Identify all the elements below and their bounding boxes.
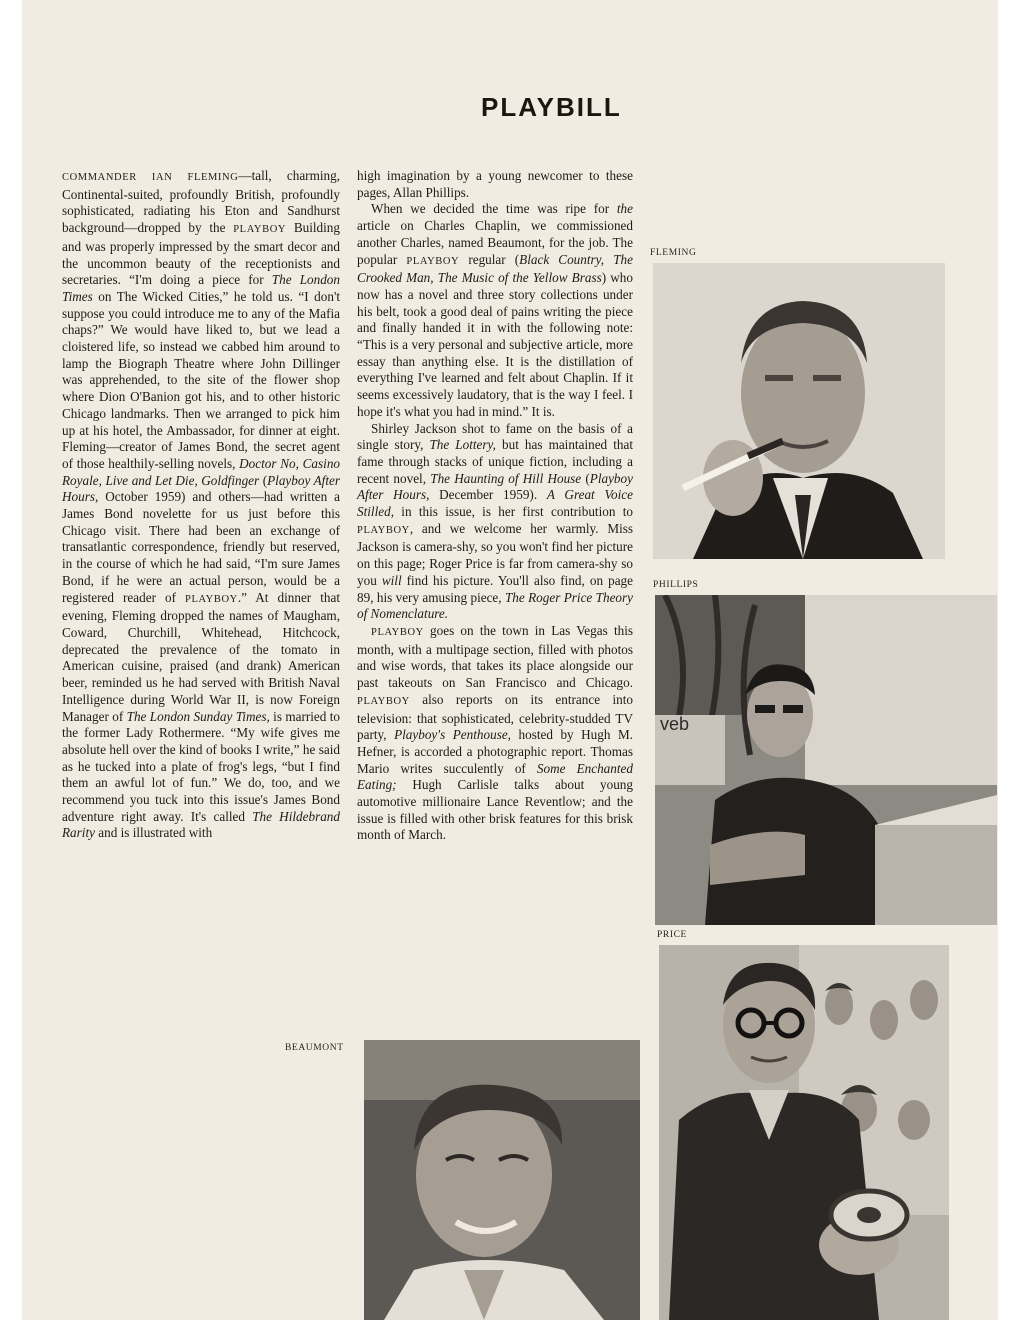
photo-fleming <box>653 263 945 559</box>
caption-beaumont: BEAUMONT <box>285 1043 344 1053</box>
paragraph: PLAYBOY goes on the town in Las Vegas this month, with a multipage section, filled with photos and wise words, that takes its place alongside our past takeouts on San Francisco and Chicago. PLAYBOY also reports on its entrance into television: that sophisticated, celebrity-studded TV party, Playboy's Penthouse, hosted by Hugh M. Hefner, is accorded a photographic report. Thomas Mario writes succulently of Some Enchanted Eating; Hugh Carlisle talks about young automotive millionaire Lance Reventlow; and the issue is filled with other brisk features for this brisk month of March. <box>357 622 634 843</box>
photo-beaumont <box>364 1040 640 1320</box>
paragraph: high imagination by a young newcomer to these pages, Allan Phillips. <box>357 168 633 200</box>
caption-price: PRICE <box>657 930 687 940</box>
paragraph: When we decided the time was ripe for the article on Charles Chaplin, we commissioned another Charles, named Beaumont, for the job. The popular PLAYBOY regular (Black Country, The Crooked Man, The Music of the Yellow Brass) who now has a novel and three story collections under his belt, took a good deal of pains writing the piece and finally handed it in with the following note: “This is a very personal and subjective article, more essay than anything else. It is the distillation of everything I've learned and felt about Chaplin. If it seems excessively laudatory, that is the way I feel. I hope it's what you had in mind.” It is. <box>357 201 633 419</box>
article-column-left <box>62 168 340 842</box>
paragraph: Shirley Jackson shot to fame on the basis of a single story, The Lottery, but has maintained that fame through stacks of unique fiction, including a recent novel, The Haunting of Hill House (Playboy After Hours, December 1959). A Great Voice Stilled, in this issue, is her first contribution to PLAYBOY, and we welcome her warmly. Miss Jackson is camera-shy, so you won't find her picture on this page; Roger Price is far from camera-shy so you will find his picture. You'll also find, on page 89, his very amusing piece, The Roger Price Theory of Nomenclature. <box>357 420 634 622</box>
caption-phillips: PHILLIPS <box>653 580 699 590</box>
article-column-right <box>357 168 633 844</box>
paragraph: COMMANDER IAN FLEMING—tall, charming, Continental-suited, profoundly British, profoundly sophisticated, radiating his Eton and Sandhurst background—dropped by the PLAYBOY Building and was properly impressed by the smart decor and the uncommon beauty of the receptionists and secretaries. “I'm doing a piece for The London Times on The Wicked Cities,” he told us. “I don't suppose you could introduce me to any of the Mafia chaps?” We would have liked to, but we lead a cloistered life, so instead we cabbed him around to lamp the Biograph Theatre where John Dillinger was apprehended, to the site of the flower shop where Dion O'Banion got his, and to other historic Chicago landmarks. Then we arranged to pick him up at his hotel, the Ambassador, for dinner at eight. Fleming—creator of James Bond, the secret agent of those healthily-selling novels, Doctor No, Casino Royale, Live and Let Die, Goldfinger (Playboy After Hours, October 1959) and others—had written a James Bond novelette for us just before this Chicago visit. There had been an exchange of transatlantic correspondence, friendly but reserved, in the course of which he had said, “I'm sure James Bond, if he were an actual person, would be a registered reader of PLAYBOY.” At dinner that evening, Fleming dropped the names of Maugham, Coward, Churchill, Whitehead, Hitchcock, deprecated the prevalence of the tomato in American cuisine, praised (and drank) American beer, reminded us he had served with British Naval Intelligence during World War II, is now Foreign Manager of The London Sunday Times, is married to the former Lady Rothermere. “My wife gives me absolute hell over the kind of books I write,” he said as he tucked into a plate of frog's legs, “but I find them an awful lot of fun.” We do, too, and we recommend you tuck into this issue's James Bond adventure right away. It's called The Hildebrand Rarity and is illustrated with <box>62 168 341 841</box>
lead-smallcaps: COMMANDER IAN FLEMING <box>62 172 239 183</box>
page-title: PLAYBILL <box>481 92 622 122</box>
caption-fleming: FLEMING <box>650 248 697 258</box>
photo-phillips <box>655 595 997 925</box>
sign-text: veb <box>660 714 690 734</box>
photo-price <box>659 945 949 1320</box>
